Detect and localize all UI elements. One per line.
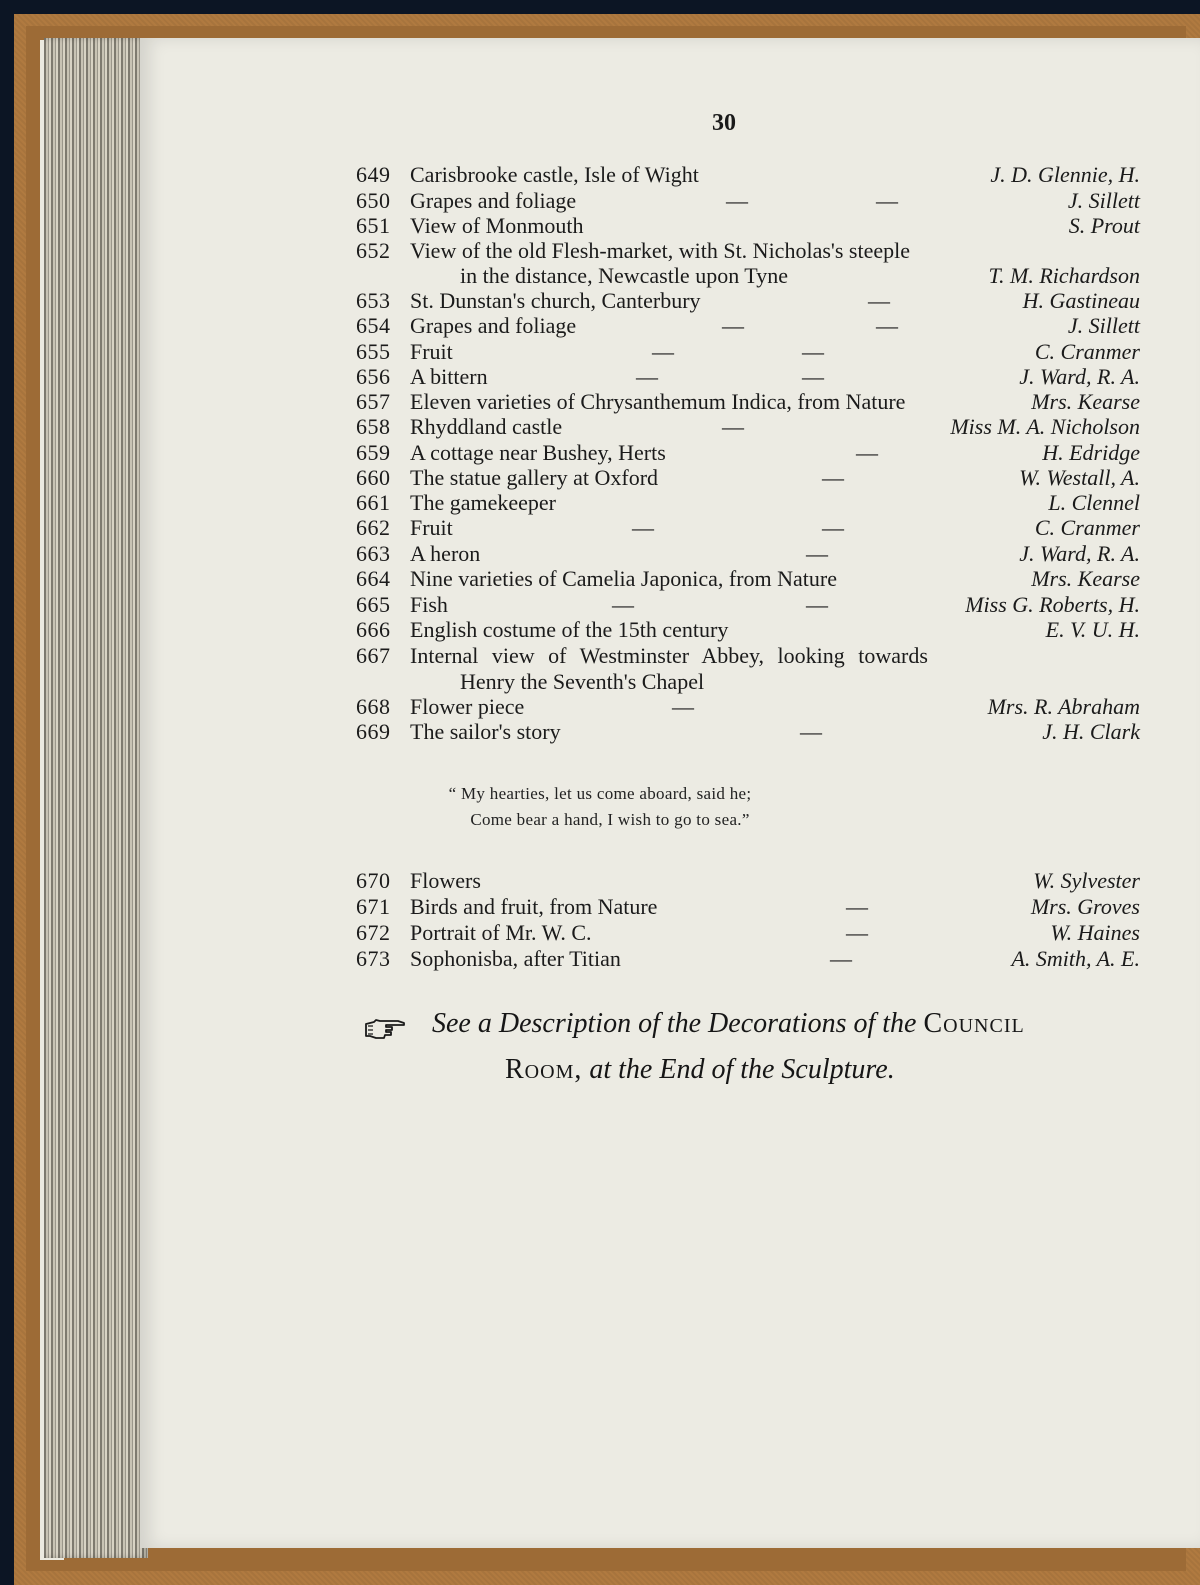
entry-number: 667 <box>356 643 391 668</box>
entry-title: View of Monmouth <box>410 213 584 238</box>
dash-separator: — <box>846 894 868 919</box>
entry-number: 651 <box>356 213 391 238</box>
catalogue-entry <box>356 868 1140 894</box>
entry-number: 655 <box>356 339 391 364</box>
entry-title: Sophonisba, after Titian <box>410 946 621 971</box>
catalogue-entry <box>356 894 1140 920</box>
entry-title-continuation: in the distance, Newcastle upon Tyne <box>460 263 788 288</box>
dash-separator: — <box>612 592 634 617</box>
entry-title: View of the old Flesh-market, with St. Nicholas's steeple <box>410 238 910 263</box>
dash-separator: — <box>822 465 844 490</box>
entry-artist: J. H. Clark <box>1042 719 1140 744</box>
footnote-line-1 <box>432 1008 1025 1040</box>
entry-artist: J. Ward, R. A. <box>1019 541 1140 566</box>
entry-number: 669 <box>356 719 391 744</box>
entry-number: 657 <box>356 389 391 414</box>
quote-line-2: Come bear a hand, I wish to go to sea.” <box>470 810 750 829</box>
quote-line-1: “ My hearties, let us come aboard, said he; <box>448 784 752 803</box>
entry-artist: Mrs. Kearse <box>1031 566 1140 591</box>
entry-artist: H. Edridge <box>1042 440 1140 465</box>
entry-title: The gamekeeper <box>410 490 556 515</box>
dash-separator: — <box>806 592 828 617</box>
entry-title: A cottage near Bushey, Herts <box>410 440 666 465</box>
pointing-hand-icon <box>364 1016 408 1042</box>
entry-title: St. Dunstan's church, Canterbury <box>410 288 701 313</box>
entry-number: 672 <box>356 920 391 945</box>
entry-artist: L. Clennel <box>1048 490 1140 515</box>
entry-title: Rhyddland castle <box>410 414 563 439</box>
entry-title: Fish <box>410 592 448 617</box>
entry-artist: S. Prout <box>1068 213 1140 238</box>
dash-separator: — <box>876 313 898 338</box>
entry-number: 659 <box>356 440 391 465</box>
dash-separator: — <box>636 364 658 389</box>
entry-artist: J. Sillett <box>1067 188 1140 213</box>
dash-separator: — <box>876 188 898 213</box>
entry-number: 661 <box>356 490 391 515</box>
entry-number: 662 <box>356 515 391 540</box>
entry-title: A bittern <box>410 364 488 389</box>
dash-separator: — <box>800 719 822 744</box>
footnote-line-2 <box>505 1054 895 1086</box>
entry-artist: Mrs. Groves <box>1030 894 1140 919</box>
entry-artist: H. Gastineau <box>1022 288 1140 313</box>
entry-artist: A. Smith, A. E. <box>1011 946 1140 971</box>
entry-title: Nine varieties of Camelia Japonica, from Nature <box>410 566 838 591</box>
entry-artist: Mrs. Kearse <box>1031 389 1140 414</box>
entry-artist: Mrs. R. Abraham <box>987 694 1140 719</box>
entry-artist: C. Cranmer <box>1034 515 1140 540</box>
entry-number: 666 <box>356 617 391 642</box>
dash-separator: — <box>868 288 890 313</box>
entry-number: 656 <box>356 364 391 389</box>
dash-separator: — <box>806 541 828 566</box>
entry-number: 653 <box>356 288 391 313</box>
entry-artist: W. Haines <box>1050 920 1140 945</box>
entry-artist: W. Westall, A. <box>1019 465 1140 490</box>
entry-title-continuation: Henry the Seventh's Chapel <box>460 669 705 694</box>
entry-artist: E. V. U. H. <box>1045 617 1140 642</box>
dash-separator: — <box>802 364 824 389</box>
dash-separator: — <box>822 515 844 540</box>
dash-separator: — <box>846 920 868 945</box>
entry-title: Internal view of Westminster Abbey, looking towards <box>410 643 928 668</box>
entry-artist: J. Sillett <box>1067 313 1140 338</box>
entry-title: The statue gallery at Oxford <box>410 465 659 490</box>
dash-separator: — <box>632 515 654 540</box>
entry-title: Grapes and foliage <box>410 188 577 213</box>
dash-separator: — <box>856 440 878 465</box>
entry-artist: Miss G. Roberts, H. <box>965 592 1140 617</box>
entry-number: 673 <box>356 946 391 971</box>
entry-number: 652 <box>356 238 391 263</box>
entry-artist: T. M. Richardson <box>988 263 1140 288</box>
entry-number: 654 <box>356 313 391 338</box>
entry-title: Birds and fruit, from Nature <box>410 894 658 919</box>
entry-title: The sailor's story <box>410 719 561 744</box>
entry-title: Eleven varieties of Chrysanthemum Indica, from Nature <box>410 389 906 414</box>
dash-separator: — <box>722 414 744 439</box>
footnote-council: Council <box>923 1008 1025 1039</box>
entry-title: Fruit <box>410 515 453 540</box>
catalogue-entry <box>356 920 1140 946</box>
entry-artist: W. Sylvester <box>1033 868 1140 893</box>
footnote-room: Room, <box>505 1054 583 1085</box>
page-number: 30 <box>712 110 736 136</box>
dash-separator: — <box>802 339 824 364</box>
entry-number: 670 <box>356 868 391 893</box>
dash-separator: — <box>722 313 744 338</box>
dash-separator: — <box>830 946 852 971</box>
entry-title: Fruit <box>410 339 453 364</box>
entry-artist: C. Cranmer <box>1034 339 1140 364</box>
entry-artist: J. Ward, R. A. <box>1019 364 1140 389</box>
footnote-text: See a Description of the Decorations of the <box>432 1008 917 1039</box>
entry-number: 663 <box>356 541 391 566</box>
entry-number: 660 <box>356 465 391 490</box>
entry-number: 650 <box>356 188 391 213</box>
entry-number: 649 <box>356 162 391 187</box>
entry-title: Flowers <box>410 868 481 893</box>
entry-artist: Miss M. A. Nicholson <box>950 414 1140 439</box>
entry-title: Flower piece <box>410 694 525 719</box>
dash-separator: — <box>672 694 694 719</box>
entry-number: 671 <box>356 894 391 919</box>
catalogue-entry <box>356 946 1140 972</box>
entry-number: 668 <box>356 694 391 719</box>
entry-title: Carisbrooke castle, Isle of Wight <box>410 162 699 187</box>
entry-title: Portrait of Mr. W. C. <box>410 920 592 945</box>
dash-separator: — <box>726 188 748 213</box>
entry-number: 664 <box>356 566 391 591</box>
entry-title: A heron <box>410 541 481 566</box>
entry-title: Grapes and foliage <box>410 313 577 338</box>
entry-title: English costume of the 15th century <box>410 617 729 642</box>
entry-number: 665 <box>356 592 391 617</box>
footnote-text: at the End of the Sculpture. <box>589 1054 895 1085</box>
entry-number: 658 <box>356 414 391 439</box>
dash-separator: — <box>652 339 674 364</box>
entry-artist: J. D. Glennie, H. <box>990 162 1140 187</box>
